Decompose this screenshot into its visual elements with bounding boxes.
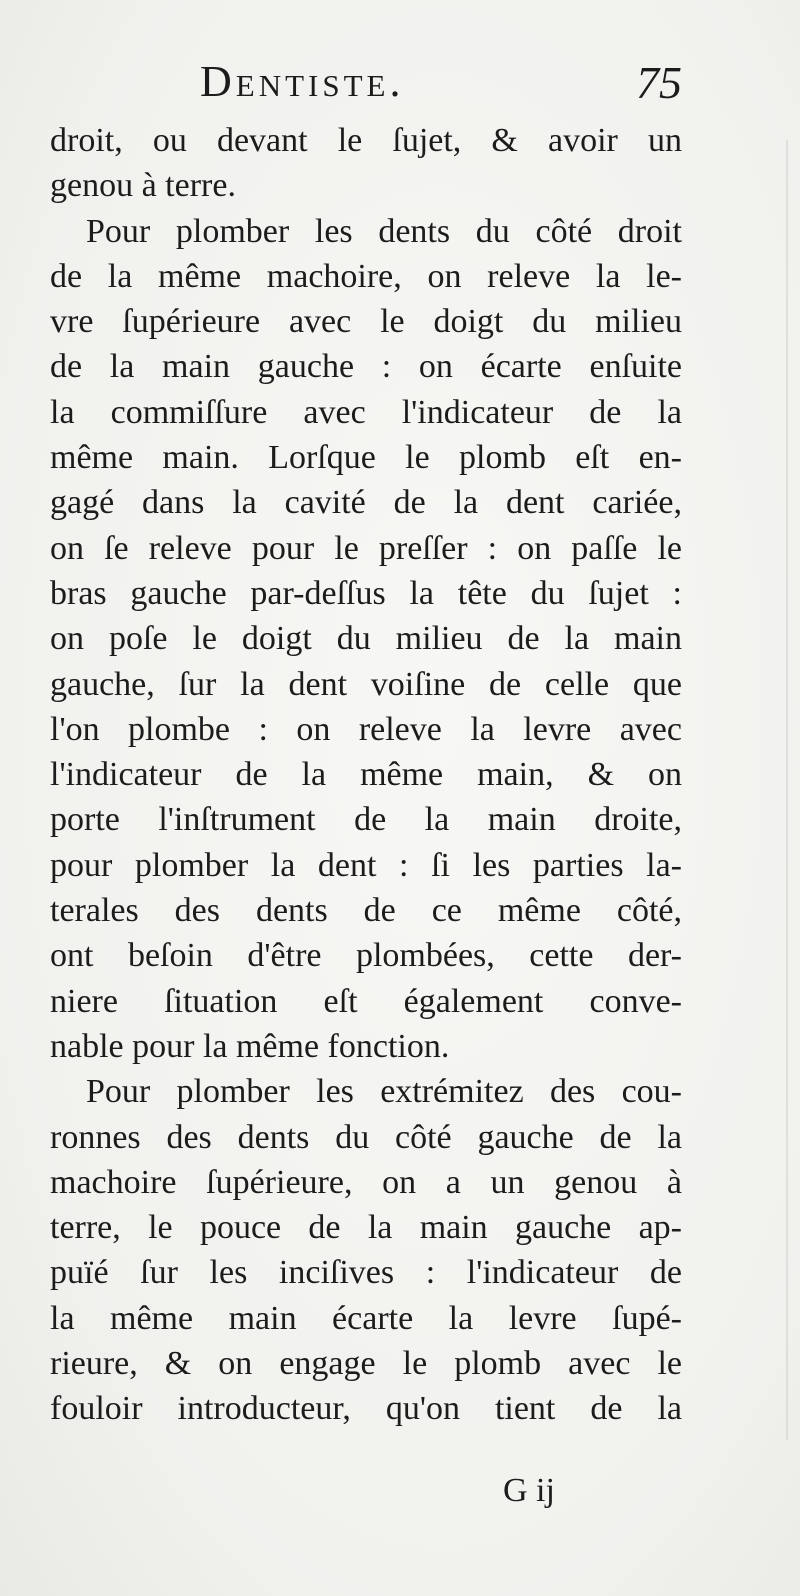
text-line: on poſe le doigt du milieu de la main: [50, 620, 682, 658]
page-header: [50, 56, 682, 116]
text-line: porte l'inſtrument de la main droite,: [50, 801, 682, 839]
text-line: de la même machoire, on releve la le-: [50, 257, 682, 295]
text-line: fouloir introducteur, qu'on tient de la: [50, 1390, 682, 1428]
text-line: pour plomber la dent : ſi les parties la-: [50, 846, 682, 884]
text-line: l'on plombe : on releve la levre avec: [50, 710, 682, 748]
text-line: machoire ſupérieure, on a un genou à: [50, 1163, 682, 1201]
page-edge-mark: [786, 140, 788, 1440]
text-line: genou à terre.: [50, 167, 236, 205]
text-line: niere ſituation eſt également conve-: [50, 982, 682, 1020]
text-line: terales des dents de ce même côté,: [50, 892, 682, 930]
text-line: rieure, & on engage le plomb avec le: [50, 1345, 682, 1383]
text-line: droit, ou devant le ſujet, & avoir un: [50, 122, 682, 159]
text-line: vre ſupérieure avec le doigt du milieu: [50, 303, 682, 341]
text-line: puïé ſur les inciſives : l'indicateur de: [50, 1254, 682, 1292]
text-line: gauche, ſur la dent voiſine de celle que: [50, 665, 682, 703]
text-line: ronnes des dents du côté gauche de la: [50, 1118, 682, 1156]
body-text: [50, 118, 682, 1432]
running-title: Dentiste.: [200, 57, 405, 106]
text-line: on ſe releve pour le preſſer : on paſſe le: [50, 529, 682, 567]
text-line: bras gauche par-deſſus la tête du ſujet :: [50, 574, 682, 612]
text-line: nable pour la même fonction.: [50, 1027, 450, 1065]
text-line: la commiſſure avec l'indicateur de la: [50, 393, 682, 431]
text-line: Pour plomber les extrémitez des cou-: [86, 1073, 682, 1111]
text-line: de la main gauche : on écarte enſuite: [50, 348, 682, 386]
text-line: Pour plomber les dents du côté droit: [86, 212, 682, 250]
text-line: même main. Lorſque le plomb eſt en-: [50, 439, 682, 477]
signature-mark: G ij: [503, 1472, 555, 1509]
text-line: la même main écarte la levre ſupé-: [50, 1299, 682, 1337]
text-line: ont beſoin d'être plombées, cette der-: [50, 937, 682, 975]
page-number: 75: [636, 57, 682, 108]
text-line: terre, le pouce de la main gauche ap-: [50, 1209, 682, 1247]
text-line: gagé dans la cavité de la dent cariée,: [50, 484, 682, 522]
text-line: l'indicateur de la même main, & on: [50, 756, 682, 794]
